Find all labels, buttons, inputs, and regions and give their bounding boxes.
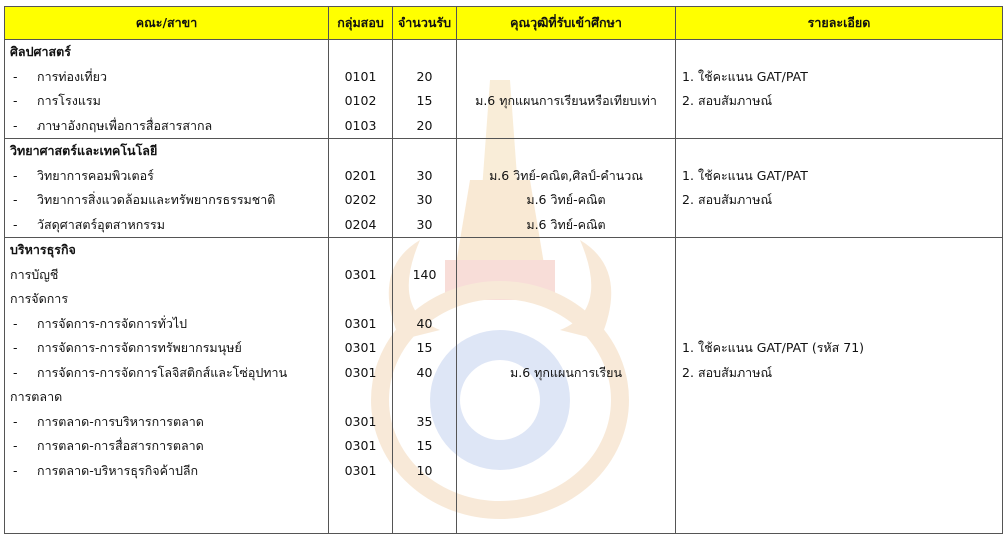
qualification: ม.6 ทุกแผนการเรียนหรือเทียบเท่า [475, 93, 657, 108]
exam-group: 0301 [344, 315, 377, 331]
header-qualification: คุณวุฒิที่รับเข้าศึกษา [457, 7, 676, 40]
header-exam-group: กลุ่มสอบ [329, 7, 393, 40]
detail-item: 2. สอบสัมภาษณ์ [682, 364, 773, 380]
exam-group: 0103 [344, 117, 377, 133]
qualification: ม.6 ทุกแผนการเรียน [509, 364, 623, 380]
header-faculty: คณะ/สาขา [5, 7, 329, 40]
program-row: - การจัดการ-การจัดการทรัพยากรมนุษย์ [13, 340, 242, 355]
intake-count: 40 [416, 315, 433, 331]
intake-count: 15 [416, 340, 433, 355]
intake-count: 20 [416, 68, 433, 84]
intake-count: 140 [412, 266, 437, 282]
detail-item: 1. ใช้คะแนน GAT/PAT (รหัส 71) [682, 340, 865, 355]
intake-count: 10 [416, 462, 433, 478]
exam-group: 0102 [344, 93, 377, 108]
qualification: ม.6 วิทย์-คณิต [526, 192, 606, 207]
exam-group: 0301 [344, 266, 377, 282]
program-row: - วัสดุศาสตร์อุตสาหกรรม [13, 216, 165, 232]
detail-item: 2. สอบสัมภาษณ์ [682, 93, 773, 108]
intake-count: 40 [416, 364, 433, 380]
detail-item: 2. สอบสัมภาษณ์ [682, 192, 773, 207]
exam-group: 0301 [344, 413, 377, 429]
intake-count: 15 [416, 438, 433, 453]
section-business-administration [5, 238, 1003, 534]
intake-count: 30 [416, 167, 433, 183]
detail-item: 1. ใช้คะแนน GAT/PAT [682, 167, 808, 183]
exam-group: 0301 [344, 462, 377, 478]
intake-count: 30 [416, 192, 433, 207]
faculty-name: บริหารธุรกิจ [10, 242, 76, 257]
program-row: - การตลาด-บริหารธุรกิจค้าปลีก [13, 462, 199, 478]
program-row: - การจัดการ-การจัดการทั่วไป [13, 315, 188, 331]
faculty-name: ศิลปศาสตร์ [10, 44, 71, 59]
program-group-label: การตลาด [10, 389, 63, 404]
header-intake-count: จำนวนรับ [393, 7, 457, 40]
section-science-technology [5, 139, 1003, 238]
exam-group: 0204 [344, 216, 377, 232]
qualification: ม.6 วิทย์-คณิต,ศิลป์-คำนวณ [489, 167, 643, 183]
intake-count: 20 [416, 117, 433, 133]
program-row: - การท่องเที่ยว [13, 68, 108, 84]
exam-group: 0301 [344, 364, 377, 380]
admission-table [4, 6, 1003, 534]
qualification: ม.6 วิทย์-คณิต [526, 216, 606, 232]
header-details: รายละเอียด [676, 7, 1003, 40]
exam-group: 0201 [344, 167, 377, 183]
exam-group: 0301 [344, 340, 377, 355]
program-row: - การตลาด-การสื่อสารการตลาด [13, 438, 204, 453]
exam-group: 0202 [344, 192, 377, 207]
intake-count: 15 [416, 93, 433, 108]
intake-count: 35 [416, 413, 433, 429]
program-row: - ภาษาอังกฤษเพื่อการสื่อสารสากล [13, 117, 213, 133]
program-group-label: การจัดการ [10, 291, 69, 306]
faculty-name: วิทยาศาสตร์และเทคโนโลยี [10, 143, 158, 158]
intake-count: 30 [416, 216, 433, 232]
program-row: - วิทยาการสิ่งแวดล้อมและทรัพยากรธรรมชาติ [13, 192, 276, 207]
exam-group: 0301 [344, 438, 377, 453]
detail-item: 1. ใช้คะแนน GAT/PAT [682, 68, 808, 84]
program-row: - การตลาด-การบริหารการตลาด [13, 413, 204, 429]
exam-group: 0101 [344, 68, 377, 84]
program-row: - การโรงแรม [13, 93, 101, 108]
program-row: - การจัดการ-การจัดการโลจิสติกส์และโซ่อุปทาน [13, 364, 288, 380]
program-row: - วิทยาการคอมพิวเตอร์ [13, 167, 154, 183]
program-row: การบัญชี [10, 266, 59, 282]
section-liberal-arts [5, 40, 1003, 139]
header-row [5, 7, 1003, 40]
